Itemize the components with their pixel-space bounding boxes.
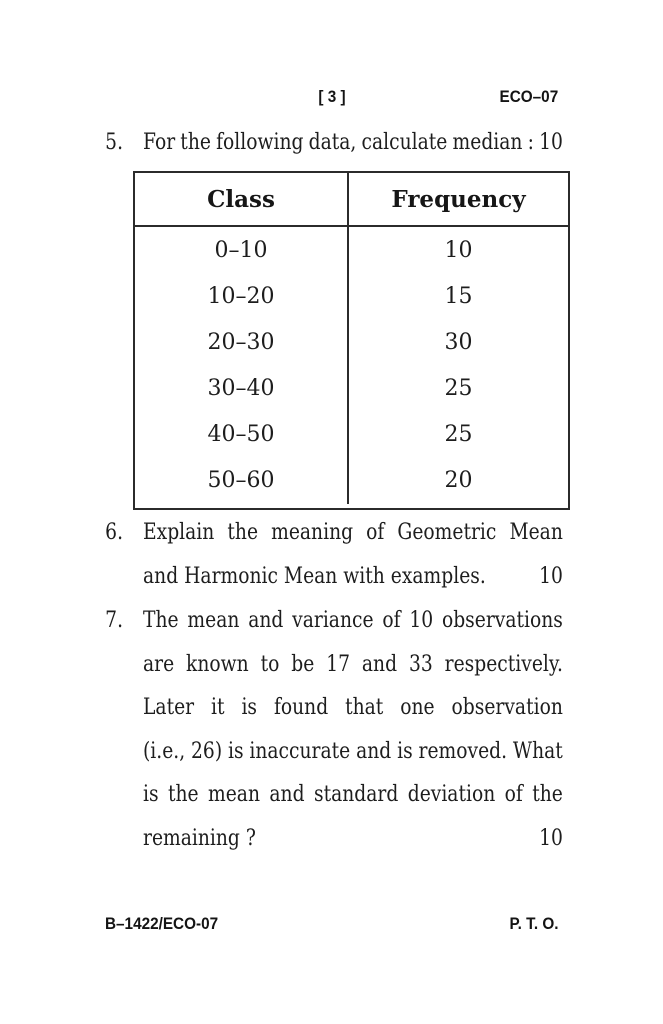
word: that bbox=[345, 695, 384, 721]
word: 26) bbox=[191, 738, 223, 764]
word: Explain bbox=[143, 520, 215, 546]
word: meaning bbox=[271, 520, 354, 546]
word: is bbox=[241, 695, 258, 721]
table-row bbox=[135, 366, 568, 412]
word: Geometric bbox=[397, 520, 497, 546]
word: known bbox=[186, 651, 249, 677]
question-line bbox=[143, 555, 563, 599]
question-line bbox=[143, 730, 563, 774]
word: observation bbox=[451, 695, 563, 721]
table-row bbox=[135, 458, 568, 504]
word: For bbox=[143, 129, 176, 155]
class-cell: 20–30 bbox=[135, 319, 349, 365]
question-line bbox=[143, 686, 563, 730]
word: following bbox=[216, 129, 304, 155]
word: it bbox=[211, 695, 225, 721]
word: and bbox=[269, 782, 305, 808]
frequency-cell: 25 bbox=[444, 422, 473, 448]
word: of bbox=[504, 782, 523, 808]
word: 17 bbox=[326, 651, 351, 677]
word: and bbox=[248, 608, 284, 634]
word: and bbox=[356, 738, 392, 764]
word: variance bbox=[292, 608, 374, 634]
word: calculate bbox=[361, 129, 448, 155]
word: respectively. bbox=[444, 651, 563, 677]
table-row bbox=[135, 319, 568, 365]
word: are bbox=[143, 651, 175, 677]
word: of bbox=[366, 520, 385, 546]
class-cell: 10–20 bbox=[135, 273, 349, 319]
word: of bbox=[382, 608, 401, 634]
class-cell: 0–10 bbox=[135, 227, 349, 273]
word: the bbox=[180, 129, 211, 155]
word: standard bbox=[313, 782, 399, 808]
paper-code: ECO–07 bbox=[499, 87, 558, 106]
word: median bbox=[452, 129, 523, 155]
question-number: 7. bbox=[105, 608, 124, 634]
question-line bbox=[143, 599, 563, 643]
word: : bbox=[527, 129, 534, 155]
footer-pto: P. T. O. bbox=[508, 914, 558, 933]
frequency-cell: 20 bbox=[444, 468, 473, 494]
table-row bbox=[135, 227, 568, 273]
table-body bbox=[135, 227, 568, 508]
question-line bbox=[143, 511, 563, 555]
question-line bbox=[143, 121, 563, 165]
class-cell: 40–50 bbox=[135, 412, 349, 458]
page-number: [ 3 ] bbox=[317, 87, 346, 106]
question-block-7 bbox=[105, 599, 563, 860]
question-line bbox=[143, 773, 563, 817]
word: deviation bbox=[407, 782, 496, 808]
word: and bbox=[361, 651, 398, 677]
word: observations bbox=[441, 608, 563, 634]
word: Mean bbox=[509, 520, 563, 546]
line-text: and Harmonic Mean with examples. bbox=[143, 563, 486, 589]
frequency-table bbox=[133, 171, 570, 510]
table-row bbox=[135, 412, 568, 458]
word: mean bbox=[187, 608, 240, 634]
frequency-cell: 30 bbox=[444, 329, 473, 355]
word: mean bbox=[208, 782, 261, 808]
table-header-row bbox=[135, 173, 568, 227]
word: (i.e., bbox=[143, 738, 186, 764]
table-header-frequency: Frequency bbox=[391, 185, 526, 213]
table-header-class: Class bbox=[135, 173, 349, 225]
table-row bbox=[135, 273, 568, 319]
question-line bbox=[143, 817, 563, 861]
word: is bbox=[227, 738, 244, 764]
word: 33 bbox=[408, 651, 433, 677]
marks-value: 10 bbox=[539, 825, 563, 851]
word: data, bbox=[308, 129, 357, 155]
word: inaccurate bbox=[249, 738, 351, 764]
word: the bbox=[227, 520, 259, 546]
word: Later bbox=[143, 695, 195, 721]
footer-booklet-code: B–1422/ECO-07 bbox=[105, 914, 219, 933]
word: the bbox=[532, 782, 563, 808]
word: is bbox=[397, 738, 413, 764]
question-block-5 bbox=[105, 121, 563, 165]
frequency-cell: 25 bbox=[444, 376, 473, 402]
frequency-cell: 10 bbox=[444, 237, 473, 263]
word: the bbox=[167, 782, 199, 808]
question-block-6 bbox=[105, 511, 563, 598]
word: 10 bbox=[409, 608, 434, 634]
question-number: 5. bbox=[105, 129, 124, 155]
class-cell: 50–60 bbox=[135, 458, 349, 504]
marks-value: 10 bbox=[539, 563, 563, 589]
word: is bbox=[143, 782, 159, 808]
word: removed. bbox=[418, 738, 508, 764]
word: The bbox=[143, 608, 179, 634]
word: found bbox=[273, 695, 329, 721]
word: be bbox=[291, 651, 315, 677]
word: 10 bbox=[539, 129, 563, 155]
question-number: 6. bbox=[105, 520, 124, 546]
frequency-cell: 15 bbox=[444, 283, 473, 309]
word: to bbox=[260, 651, 280, 677]
class-cell: 30–40 bbox=[135, 366, 349, 412]
word: What bbox=[512, 738, 563, 764]
line-text: remaining ? bbox=[143, 825, 256, 851]
question-line bbox=[143, 643, 563, 687]
word: one bbox=[400, 695, 435, 721]
